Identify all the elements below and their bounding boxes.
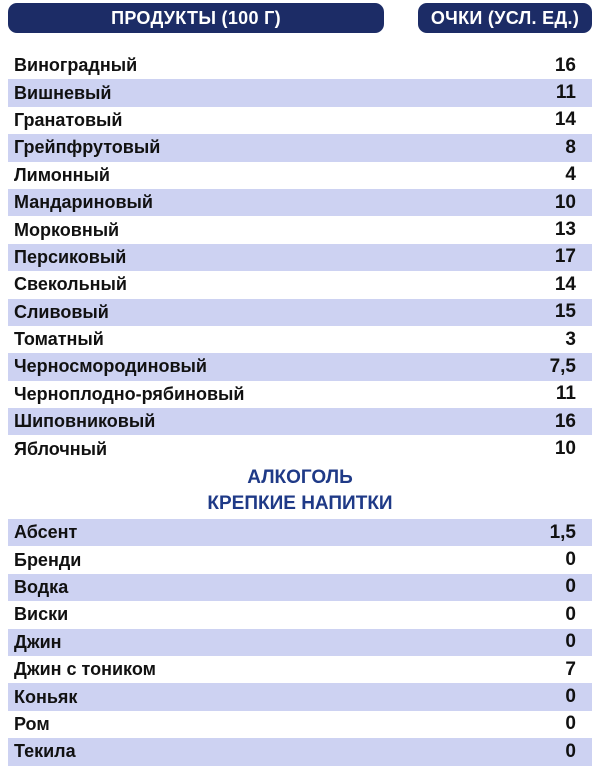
product-points: 7: [565, 658, 576, 680]
product-points: 0: [565, 576, 576, 598]
table-row: [8, 601, 592, 628]
section-title: АЛКОГОЛЬ: [247, 467, 353, 488]
product-name: Виски: [14, 604, 69, 625]
table-row: [8, 244, 592, 271]
table-row: [8, 353, 592, 380]
table-row: [8, 408, 592, 435]
product-name: Текила: [14, 741, 76, 762]
product-points: 11: [555, 82, 576, 104]
product-points: 17: [554, 246, 576, 268]
table-row: [8, 574, 592, 601]
table-row: [8, 189, 592, 216]
product-name: Ром: [14, 713, 50, 734]
product-name: Яблочный: [14, 438, 108, 459]
spirits-table: [8, 519, 592, 766]
table-header: [0, 0, 600, 40]
product-points: 0: [565, 603, 576, 625]
product-name: Лимонный: [14, 164, 110, 185]
product-points: 15: [554, 301, 576, 323]
product-name: Сливовый: [14, 301, 109, 322]
column-header-products: ПРОДУКТЫ (100 Г): [8, 3, 384, 33]
table-row: [8, 299, 592, 326]
product-name: Вишневый: [14, 82, 112, 103]
product-points: 13: [554, 219, 576, 241]
product-points: 7,5: [549, 355, 576, 377]
product-name: Свекольный: [14, 274, 127, 295]
product-points: 16: [554, 410, 576, 432]
product-name: Водка: [14, 576, 69, 597]
table-row: [8, 134, 592, 161]
table-row: [8, 711, 592, 738]
product-name: Шиповниковый: [14, 411, 156, 432]
section-subtitle: КРЕПКИЕ НАПИТКИ: [207, 493, 393, 514]
table-row: [8, 683, 592, 710]
table-row: [8, 162, 592, 189]
product-points: 3: [565, 328, 576, 350]
product-name: Мандариновый: [14, 192, 153, 213]
product-points: 0: [565, 549, 576, 571]
product-name: Грейпфрутовый: [14, 137, 161, 158]
table-row: [8, 271, 592, 298]
product-name: Морковный: [14, 219, 120, 240]
product-name: Бренди: [14, 549, 82, 570]
table-row: [8, 546, 592, 573]
product-name: Коньяк: [14, 686, 78, 707]
table-row: [8, 381, 592, 408]
product-name: Гранатовый: [14, 109, 123, 130]
product-points: 0: [565, 686, 576, 708]
table-row: [8, 519, 592, 546]
table-row: [8, 216, 592, 243]
product-points: 16: [554, 54, 576, 76]
product-points: 8: [565, 136, 576, 158]
product-name: Джин: [14, 631, 62, 652]
product-points: 0: [565, 631, 576, 653]
product-name: Джин с тоником: [14, 659, 156, 680]
product-name: Черноплодно-рябиновый: [14, 383, 245, 404]
table-row: [8, 435, 592, 462]
table-row: [8, 629, 592, 656]
product-points: 11: [555, 383, 576, 405]
product-points: 14: [554, 273, 576, 295]
table-row: [8, 326, 592, 353]
juices-table: [8, 52, 592, 463]
product-name: Томатный: [14, 329, 104, 350]
product-points: 10: [554, 438, 576, 460]
product-name: Виноградный: [14, 55, 138, 76]
table-row: [8, 738, 592, 765]
product-points: 10: [554, 191, 576, 213]
product-name: Абсент: [14, 522, 78, 543]
column-header-points: ОЧКИ (УСЛ. ЕД.): [418, 3, 592, 33]
product-name: Черносмородиновый: [14, 356, 207, 377]
product-name: Персиковый: [14, 246, 127, 267]
product-points: 0: [565, 740, 576, 762]
product-points: 14: [554, 109, 576, 131]
product-points: 4: [565, 164, 576, 186]
table-row: [8, 79, 592, 106]
product-points: 0: [565, 713, 576, 735]
table-row: [8, 52, 592, 79]
product-points: 1,5: [549, 521, 576, 543]
table-row: [8, 107, 592, 134]
table-row: [8, 656, 592, 683]
